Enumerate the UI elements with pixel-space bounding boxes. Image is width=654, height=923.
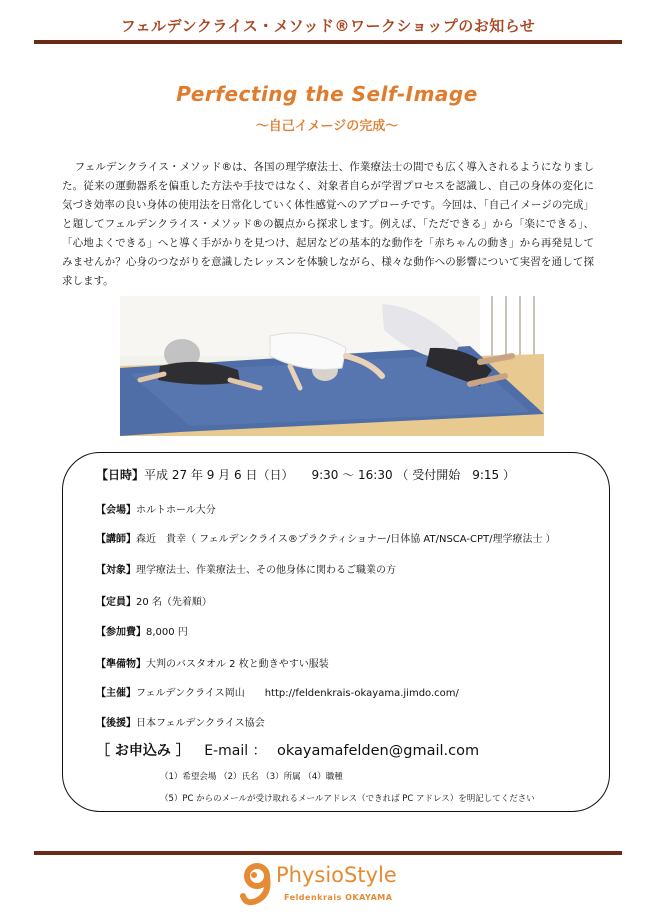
logo-name: PhysioStyle <box>276 863 397 887</box>
datetime-label: 【日時】 <box>96 468 145 482</box>
organizer-value: フェルデンクライス岡山 http://feldenkrais-okayama.jimdo.com/ <box>136 688 459 699</box>
detail-target <box>96 561 396 576</box>
detail-fee <box>96 623 188 638</box>
apply-row <box>96 740 479 760</box>
capacity-label: 【定員】 <box>96 597 136 608</box>
detail-organizer <box>96 684 459 699</box>
physiostyle-logo <box>240 861 420 911</box>
fee-label: 【参加費】 <box>96 627 146 638</box>
detail-venue <box>96 501 216 516</box>
datetime-value: 平成 27 年 9 月 6 日（日） 9:30 ～ 16:30 （ 受付開始 9:15 ） <box>144 468 515 482</box>
instructor-label: 【講師】 <box>96 534 136 545</box>
header-title: フェルデンクライス・メソッド®ワークショップのお知らせ <box>120 17 536 35</box>
support-label: 【後援】 <box>96 718 136 729</box>
venue-value: ホルトホール大分 <box>136 505 216 516</box>
detail-items <box>96 655 329 670</box>
footer-rule <box>34 851 622 855</box>
apply-note-1: （1）希望会場 （2）氏名 （3）所属 （4）職種 <box>160 772 343 782</box>
fee-value: 8,000 円 <box>146 627 188 638</box>
japanese-subtitle: ～自己イメージの完成～ <box>255 119 399 134</box>
header <box>34 12 622 44</box>
items-label: 【準備物】 <box>96 659 146 670</box>
email-label: E-mail ： <box>204 743 267 759</box>
apply-note-2: （5）PC からのメールが受け取れるメールアドレス（できれば PC アドレス）を明記してください <box>160 794 535 804</box>
workshop-photo <box>120 296 544 436</box>
target-label: 【対象】 <box>96 565 136 576</box>
intro-paragraph: フェルデンクライス・メソッド®は、各国の理学療法士、作業療法士の間でも広く導入されるようになりました。従来の運動器系を偏重した方法や手技ではなく、対象者自らが学習プロセスを認識し、自己の身体の変化に気づき効率の良い身体の使用法を日常化していく体性感覚へのアプローチです。今回は、「自己イメージの完成」と題してフェルデンクライス・メソッド®の観点から探求します。例えば、「ただできる」から「楽にできる」、「心地よくできる」へと導く手がかりを見つけ、起居などの基本的な動作を「赤ちゃんの動き」から再発見してみませんか？心身のつながりを意識したレッスンを体験しながら、様々な動作への影響について実習を通して探求します。 <box>62 161 594 287</box>
workshop-photo-illustration <box>120 296 544 436</box>
capacity-value: 20 名（先着順） <box>136 597 212 608</box>
header-rule <box>34 40 622 44</box>
detail-instructor <box>96 530 556 545</box>
english-title: Perfecting the Self-Image <box>176 82 478 106</box>
detail-support <box>96 714 265 729</box>
detail-capacity <box>96 593 212 608</box>
items-value: 大判のバスタオル 2 枚と動きやすい服装 <box>146 659 329 670</box>
email-address[interactable]: okayamafelden@gmail.com <box>277 743 480 759</box>
detail-datetime <box>96 466 515 483</box>
venue-label: 【会場】 <box>96 505 136 516</box>
physiostyle-logo-icon <box>240 863 274 907</box>
logo-subtitle: Feldenkrais OKAYAMA <box>284 893 393 902</box>
target-value: 理学療法士、作業療法士、その他身体に関わるご職業の方 <box>136 565 396 576</box>
instructor-value: 森近 貴幸（ フェルデンクライス®プラクティショナー/日体協 AT/NSCA-CPT/理学療法士 ） <box>136 534 556 545</box>
support-value: 日本フェルデンクライス協会 <box>136 718 265 729</box>
apply-label: ［ お申込み ］ <box>96 743 190 759</box>
organizer-label: 【主催】 <box>96 688 136 699</box>
